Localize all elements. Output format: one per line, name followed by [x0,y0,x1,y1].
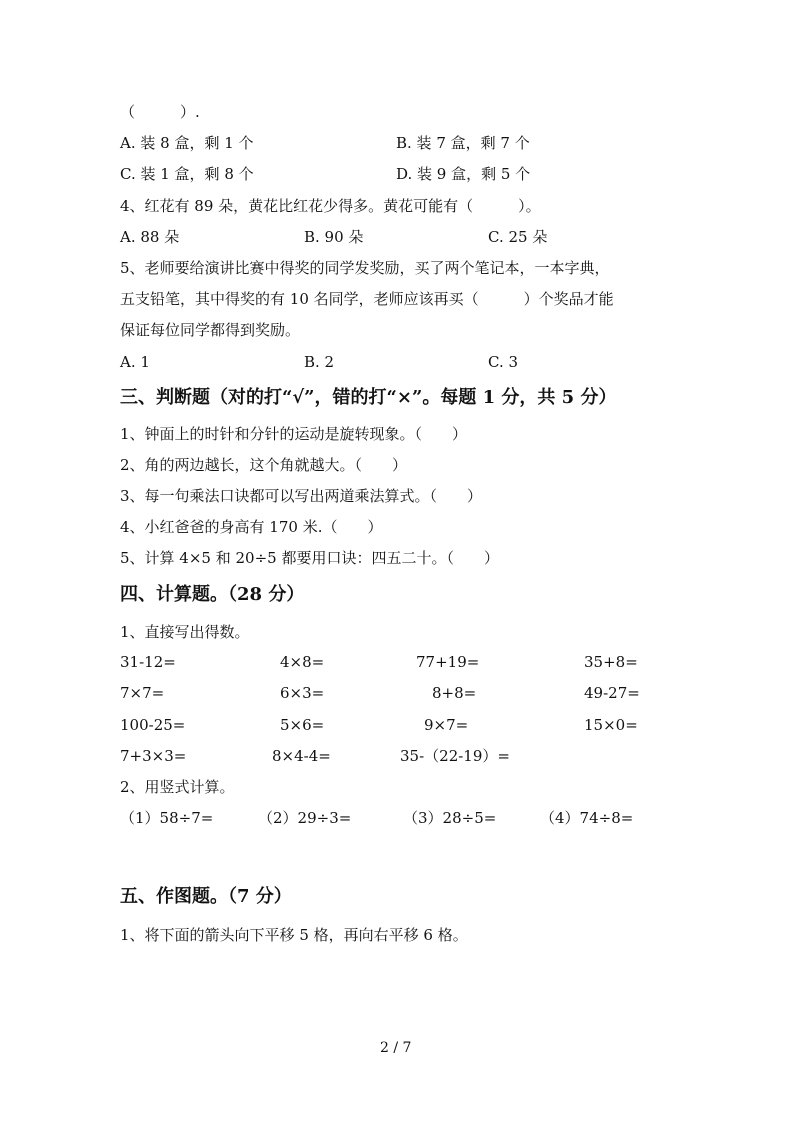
calc-item: 8+8= [432,684,477,702]
calc-item: 35+8= [584,653,638,671]
q4-stem: 4、红花有 89 朵，黄花比红花少得多。黄花可能有（ ）。 [120,197,541,215]
prev-option-a: A. 装 8 盒，剩 1 个 [120,134,254,152]
calc-item: 35-（22-19）= [400,747,510,765]
calc-item: 8×4-4= [272,747,331,765]
calc-item: 31-12= [120,653,176,671]
prev-question-blank: （ ）. [120,103,200,121]
judge-item-3: 3、每一句乘法口诀都可以写出两道乘法算式。（ ） [120,487,483,505]
section-3-title: 三、判断题（对的打“√”，错的打“×”。每题 1 分，共 5 分） [120,387,617,408]
prev-option-c: C. 装 1 盒，剩 8 个 [120,165,254,183]
vertical-calc-item: （1）58÷7= [120,809,214,827]
q4-option-b: B. 90 朵 [304,228,364,246]
prev-option-d: D. 装 9 盒，剩 5 个 [396,165,531,183]
section-5-title: 五、作图题。（7 分） [120,886,292,907]
calc-item: 15×0= [584,716,638,734]
drawing-item-1: 1、将下面的箭头向下平移 5 格，再向右平移 6 格。 [120,926,468,944]
calc-item: 6×3= [280,684,325,702]
q4-option-c: C. 25 朵 [488,228,548,246]
calc-item: 100-25= [120,716,186,734]
vertical-calc-item: （4）74÷8= [540,809,634,827]
q5-option-b: B. 2 [304,353,335,371]
calc-subtitle-2: 2、用竖式计算。 [120,778,235,796]
calc-item: 77+19= [416,653,480,671]
q5-line-3: 保证每位同学都得到奖励。 [120,321,301,339]
prev-option-b: B. 装 7 盒，剩 7 个 [396,134,530,152]
judge-item-2: 2、角的两边越长，这个角就越大。（ ） [120,456,408,474]
vertical-calc-item: （3）28÷5= [403,809,497,827]
q5-option-c: C. 3 [488,353,519,371]
calc-item: 9×7= [424,716,469,734]
vertical-calc-item: （2）29÷3= [258,809,352,827]
judge-item-1: 1、钟面上的时针和分针的运动是旋转现象。（ ） [120,425,468,443]
q5-line-2: 五支铅笔，其中得奖的有 10 名同学，老师应该再买（ ）个奖品才能 [120,290,614,308]
page-number: 2 / 7 [380,1040,412,1056]
calc-item: 4×8= [280,653,325,671]
q5-line-1: 5、老师要给演讲比赛中得奖的同学发奖励，买了两个笔记本，一本字典， [120,259,610,277]
section-4-title: 四、计算题。（28 分） [120,584,305,605]
calc-item: 7×7= [120,684,165,702]
q5-option-a: A. 1 [120,353,150,371]
q4-option-a: A. 88 朵 [120,228,180,246]
calc-subtitle-1: 1、直接写出得数。 [120,623,250,641]
calc-item: 7+3×3= [120,747,187,765]
judge-item-5: 5、计算 4×5 和 20÷5 都要用口诀：四五二十。（ ） [120,549,499,567]
judge-item-4: 4、小红爸爸的身高有 170 米.（ ） [120,518,383,536]
calc-item: 5×6= [280,716,325,734]
calc-item: 49-27= [584,684,640,702]
